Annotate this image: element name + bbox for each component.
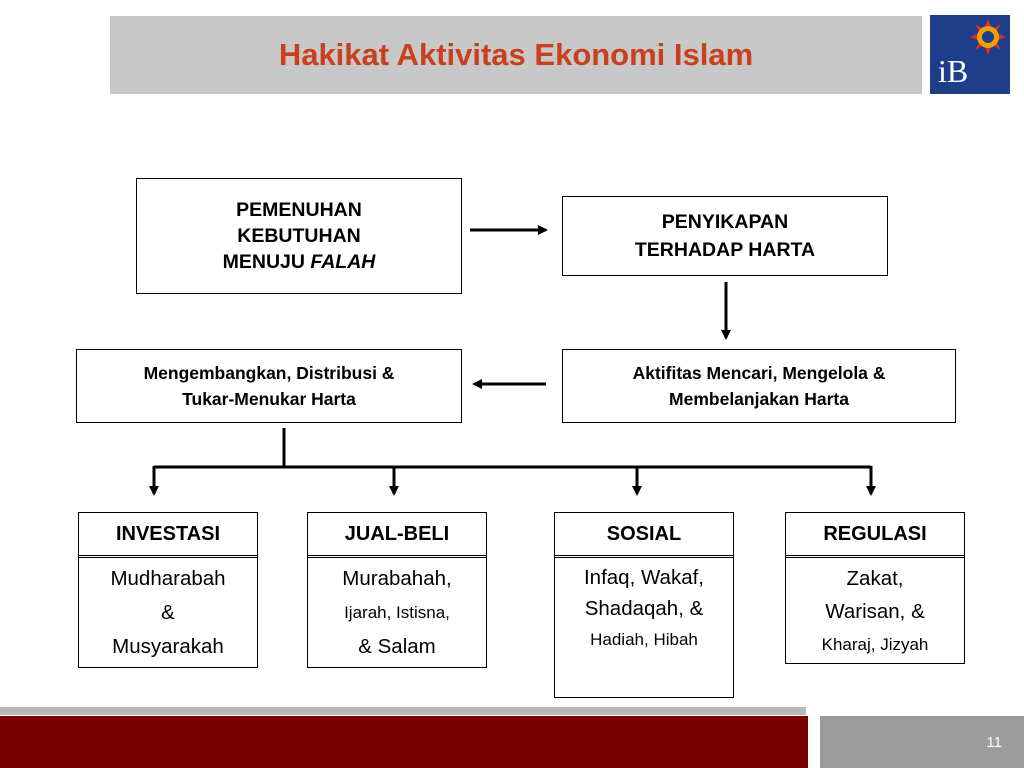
category-title: INVESTASI xyxy=(79,513,257,558)
category-line: Kharaj, Jizyah xyxy=(821,635,929,654)
category-line: Murabahah, xyxy=(342,567,452,590)
category-title: REGULASI xyxy=(786,513,964,558)
category-line: Hadiah, Hibah xyxy=(590,630,698,649)
box-line: KEBUTUHAN xyxy=(237,225,361,247)
category-line: & Salam xyxy=(358,635,436,658)
category-sosial xyxy=(554,512,734,698)
box-line-prefix: MENUJU xyxy=(222,251,311,273)
category-line: Musyarakah xyxy=(112,635,224,658)
box-penyikapan-harta xyxy=(562,196,888,276)
page-number: 11 xyxy=(986,734,1002,751)
box-line: Tukar-Menukar Harta xyxy=(182,389,356,409)
box-line-italic: FALAH xyxy=(310,251,376,273)
box-line: Aktifitas Mencari, Mengelola & xyxy=(632,363,886,383)
category-investasi xyxy=(78,512,258,668)
category-title: JUAL-BELI xyxy=(308,513,486,558)
box-pemenuhan-kebutuhan xyxy=(136,178,462,294)
box-aktifitas xyxy=(562,349,956,423)
category-line: Mudharabah xyxy=(110,567,226,590)
category-line: Ijarah, Istisna, xyxy=(344,603,450,622)
slide-title: Hakikat Aktivitas Ekonomi Islam xyxy=(278,37,754,72)
category-title: SOSIAL xyxy=(555,513,733,558)
category-line: Infaq, Wakaf, xyxy=(583,566,705,589)
logo-text: iB xyxy=(938,53,969,89)
category-line: Warisan, & xyxy=(825,600,925,623)
category-line: Shadaqah, & xyxy=(584,597,704,620)
box-line: Mengembangkan, Distribusi & xyxy=(143,363,395,383)
box-line: PEMENUHAN xyxy=(236,199,362,221)
footer-shadow xyxy=(0,707,806,715)
box-mengembangkan xyxy=(76,349,462,423)
category-line: Zakat, xyxy=(846,567,904,590)
box-line: PENYIKAPAN xyxy=(661,211,789,233)
category-regulasi xyxy=(785,512,965,664)
box-line xyxy=(223,249,376,275)
box-line: TERHADAP HARTA xyxy=(634,239,816,261)
box-line: Membelanjakan Harta xyxy=(669,389,849,409)
category-jual-beli xyxy=(307,512,487,668)
footer-band xyxy=(0,716,808,768)
category-line: & xyxy=(161,601,175,624)
